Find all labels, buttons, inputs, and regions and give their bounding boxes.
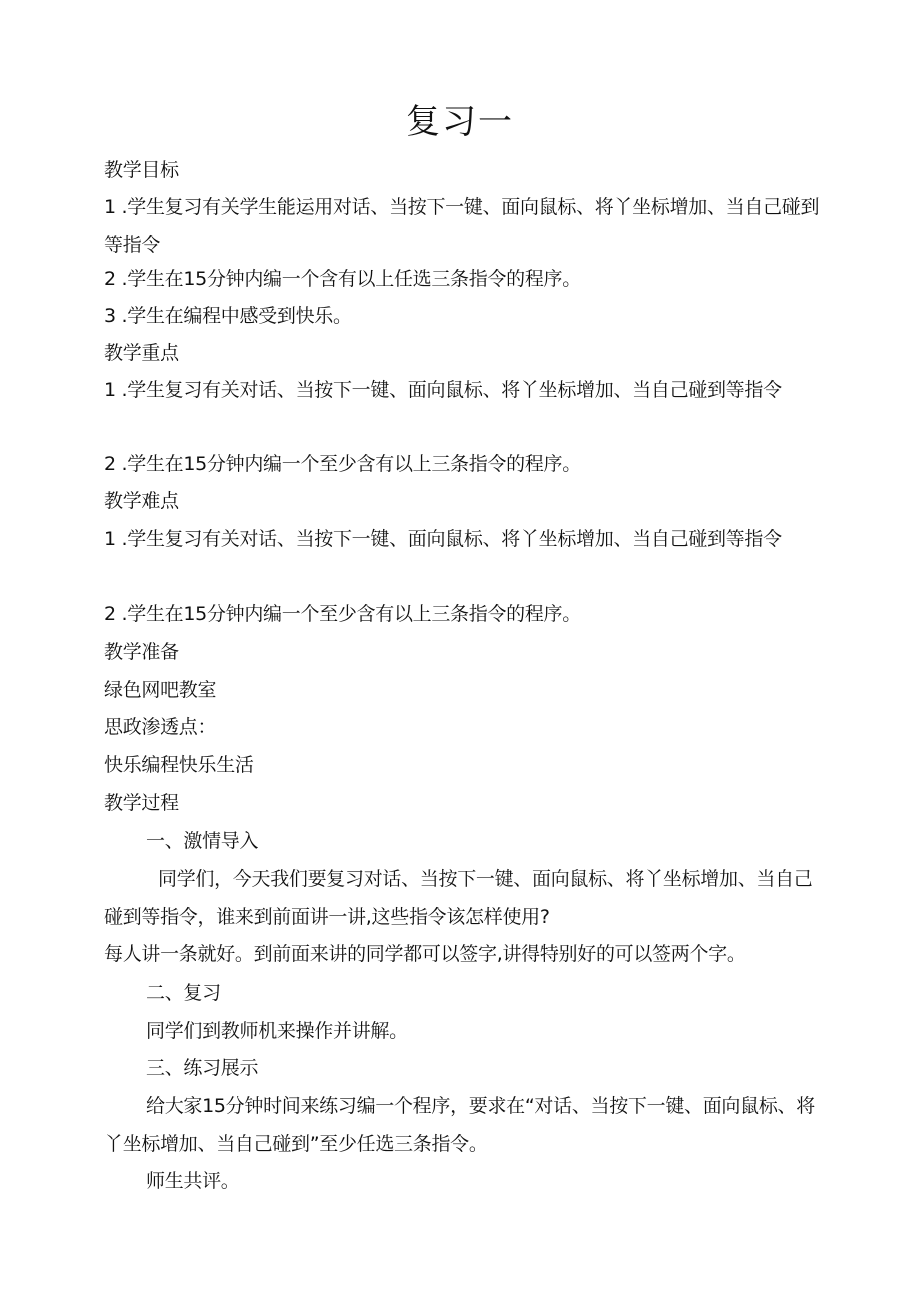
step3-paragraph: 给大家15分钟时间来练习编一个程序，要求在“对话、当按下一键、面向鼠标、将丫坐标增加、当自己碰到”至少任选三条指令。 (104, 1095, 815, 1155)
step2-paragraph: 同学们到教师机来操作并讲解。 (146, 1020, 408, 1042)
process-heading: 教学过程 (104, 792, 179, 814)
key-point-item-2: 2 .学生在15分钟内编一个至少含有以上三条指令的程序。 (104, 453, 581, 475)
difficulty-item-1: 1 .学生复习有关对话、当按下一键、面向鼠标、将丫坐标增加、当自己碰到等指令 (104, 528, 782, 550)
difficulties-heading: 教学难点 (104, 490, 179, 512)
objectives-heading: 教学目标 (104, 159, 179, 181)
step1-paragraph-2: 每人讲一条就好。到前面来讲的同学都可以签字,讲得特别好的可以签两个字。 (104, 943, 746, 965)
step2-heading: 二、复习 (146, 982, 221, 1004)
key-point-item-1: 1 .学生复习有关对话、当按下一键、面向鼠标、将丫坐标增加、当自己碰到等指令 (104, 379, 782, 401)
objective-item-1: 1 .学生复习有关学生能运用对话、当按下一键、面向鼠标、将丫坐标增加、当自己碰到等指令 (104, 196, 820, 256)
step3-paragraph-2: 师生共评。 (146, 1170, 240, 1192)
difficulty-item-2: 2 .学生在15分钟内编一个至少含有以上三条指令的程序。 (104, 603, 581, 625)
objective-item-2: 2 .学生在15分钟内编一个含有以上任选三条指令的程序。 (104, 268, 581, 290)
step1-paragraph: 同学们，今天我们要复习对话、当按下一键、面向鼠标、将丫坐标增加、当自己碰到等指令，谁来到前面讲一讲,这些指令该怎样使用? (104, 868, 813, 928)
preparation-text: 绿色网吧教室 (104, 679, 217, 701)
key-points-heading: 教学重点 (104, 342, 179, 364)
ideology-text: 快乐编程快乐生活 (104, 754, 254, 776)
objective-item-3: 3 .学生在编程中感受到快乐。 (104, 305, 352, 327)
page-title: 复习一 (406, 102, 514, 142)
step1-heading: 一、激情导入 (146, 830, 259, 852)
step3-heading: 三、练习展示 (146, 1057, 259, 1079)
ideology-heading: 思政渗透点： (104, 716, 217, 738)
preparation-heading: 教学准备 (104, 641, 179, 663)
